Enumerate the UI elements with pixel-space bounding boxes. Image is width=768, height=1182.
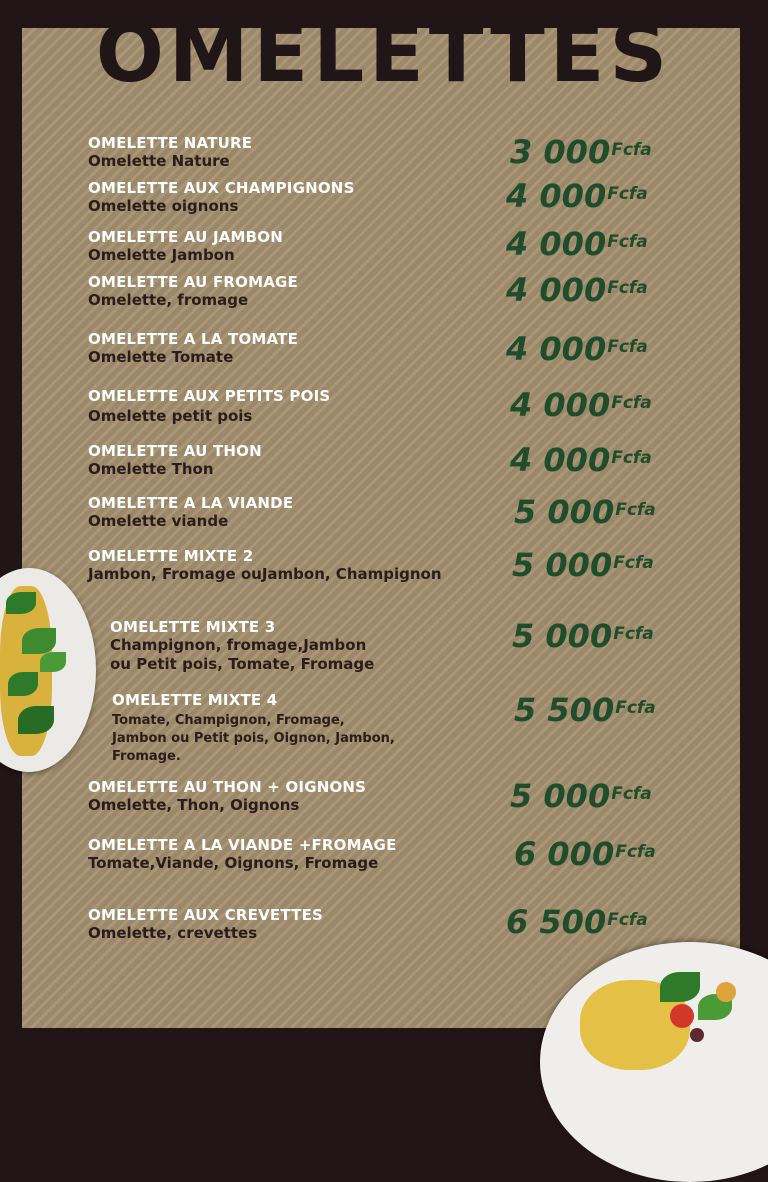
- spinach-leaf: [40, 652, 66, 672]
- item-description: Jambon, Fromage ouJambon, Champignon: [88, 565, 442, 583]
- menu-item: [88, 228, 283, 265]
- item-description: Tomate,Viande, Oignons, Fromage: [88, 854, 379, 872]
- price-value: 4 000: [506, 225, 607, 263]
- item-price: [510, 387, 652, 423]
- item-description: Omelette petit pois: [88, 407, 253, 425]
- item-description: Omelette Nature: [88, 152, 230, 170]
- item-price: [512, 618, 654, 654]
- menu-item: [110, 618, 374, 674]
- item-description: Omelette Tomate: [88, 348, 234, 366]
- price-value: 5 500: [514, 691, 615, 729]
- tomato-slice: [670, 1004, 694, 1028]
- item-name: OMELETTE A LA TOMATE: [88, 330, 299, 348]
- item-description: Jambon ou Petit pois, Oignon, Jambon,: [112, 731, 395, 746]
- item-name: OMELETTE MIXTE 4: [112, 691, 278, 709]
- menu-item: [88, 330, 298, 367]
- item-description: Omelette viande: [88, 512, 229, 530]
- item-price: [510, 442, 652, 478]
- price-value: 4 000: [510, 441, 611, 479]
- menu-item: [88, 442, 262, 479]
- item-price: [506, 178, 648, 214]
- item-description: Omelette oignons: [88, 197, 239, 215]
- item-description: Champignon, fromage,Jambon: [110, 636, 367, 654]
- menu-item: [88, 387, 330, 426]
- price-value: 5 000: [512, 546, 613, 584]
- price-currency: Fcfa: [607, 232, 648, 252]
- price-currency: Fcfa: [607, 184, 648, 204]
- item-price: [510, 778, 652, 814]
- menu-item: [88, 273, 298, 310]
- price-value: 4 000: [506, 271, 607, 309]
- menu-item: [88, 134, 252, 171]
- menu-item: [88, 778, 366, 815]
- item-description: Omelette, crevettes: [88, 924, 258, 942]
- price-value: 4 000: [506, 177, 607, 215]
- item-price: [510, 134, 652, 170]
- item-price: [512, 547, 654, 583]
- price-value: 6 000: [514, 835, 615, 873]
- menu-item: [88, 179, 355, 216]
- olive: [690, 1028, 704, 1042]
- menu-item: [112, 691, 395, 766]
- item-price: [506, 331, 648, 367]
- item-name: OMELETTE AUX PETITS POIS: [88, 387, 331, 405]
- menu-item: [88, 547, 442, 584]
- price-value: 5 000: [510, 777, 611, 815]
- price-currency: Fcfa: [613, 553, 654, 573]
- item-name: OMELETTE AU JAMBON: [88, 228, 284, 246]
- item-description: Omelette, Thon, Oignons: [88, 796, 300, 814]
- item-name: OMELETTE AU FROMAGE: [88, 273, 298, 291]
- item-price: [514, 692, 656, 728]
- menu-item: [88, 836, 397, 873]
- price-currency: Fcfa: [607, 337, 648, 357]
- item-name: OMELETTE NATURE: [88, 134, 253, 152]
- item-name: OMELETTE AUX CHAMPIGNONS: [88, 179, 355, 197]
- price-currency: Fcfa: [611, 784, 652, 804]
- item-description: Tomate, Champignon, Fromage,: [112, 713, 345, 728]
- item-price: [514, 494, 656, 530]
- spinach-leaf: [8, 672, 38, 696]
- menu-item: [88, 906, 323, 943]
- item-name: OMELETTE AU THON: [88, 442, 262, 460]
- spinach-leaf: [22, 628, 56, 654]
- price-value: 6 500: [506, 903, 607, 941]
- item-price: [506, 226, 648, 262]
- item-price: [514, 836, 656, 872]
- item-description: Fromage.: [112, 749, 181, 764]
- price-currency: Fcfa: [615, 500, 656, 520]
- menu-title: OMELETTES: [95, 7, 673, 100]
- salad-leaf: [660, 972, 700, 1002]
- item-price: [506, 904, 648, 940]
- price-currency: Fcfa: [611, 393, 652, 413]
- menu-item: [88, 494, 293, 531]
- price-currency: Fcfa: [607, 910, 648, 930]
- item-name: OMELETTE MIXTE 3: [110, 618, 276, 636]
- item-description: Omelette Jambon: [88, 246, 235, 264]
- item-name: OMELETTE AU THON + OIGNONS: [88, 778, 367, 796]
- item-description: Omelette, fromage: [88, 291, 249, 309]
- price-value: 4 000: [510, 386, 611, 424]
- price-currency: Fcfa: [611, 448, 652, 468]
- tomato-slice: [716, 982, 736, 1002]
- price-value: 3 000: [510, 133, 611, 171]
- spinach-leaf: [18, 706, 54, 734]
- item-price: [506, 272, 648, 308]
- price-currency: Fcfa: [615, 698, 656, 718]
- item-description: ou Petit pois, Tomate, Fromage: [110, 655, 375, 673]
- price-currency: Fcfa: [613, 624, 654, 644]
- item-name: OMELETTE A LA VIANDE +FROMAGE: [88, 836, 397, 854]
- price-currency: Fcfa: [615, 842, 656, 862]
- price-currency: Fcfa: [607, 278, 648, 298]
- item-name: OMELETTE A LA VIANDE: [88, 494, 294, 512]
- item-description: Omelette Thon: [88, 460, 214, 478]
- item-name: OMELETTE MIXTE 2: [88, 547, 254, 565]
- price-currency: Fcfa: [611, 140, 652, 160]
- item-name: OMELETTE AUX CREVETTES: [88, 906, 324, 924]
- price-value: 5 000: [512, 617, 613, 655]
- price-value: 5 000: [514, 493, 615, 531]
- spinach-leaf: [6, 592, 36, 614]
- price-value: 4 000: [506, 330, 607, 368]
